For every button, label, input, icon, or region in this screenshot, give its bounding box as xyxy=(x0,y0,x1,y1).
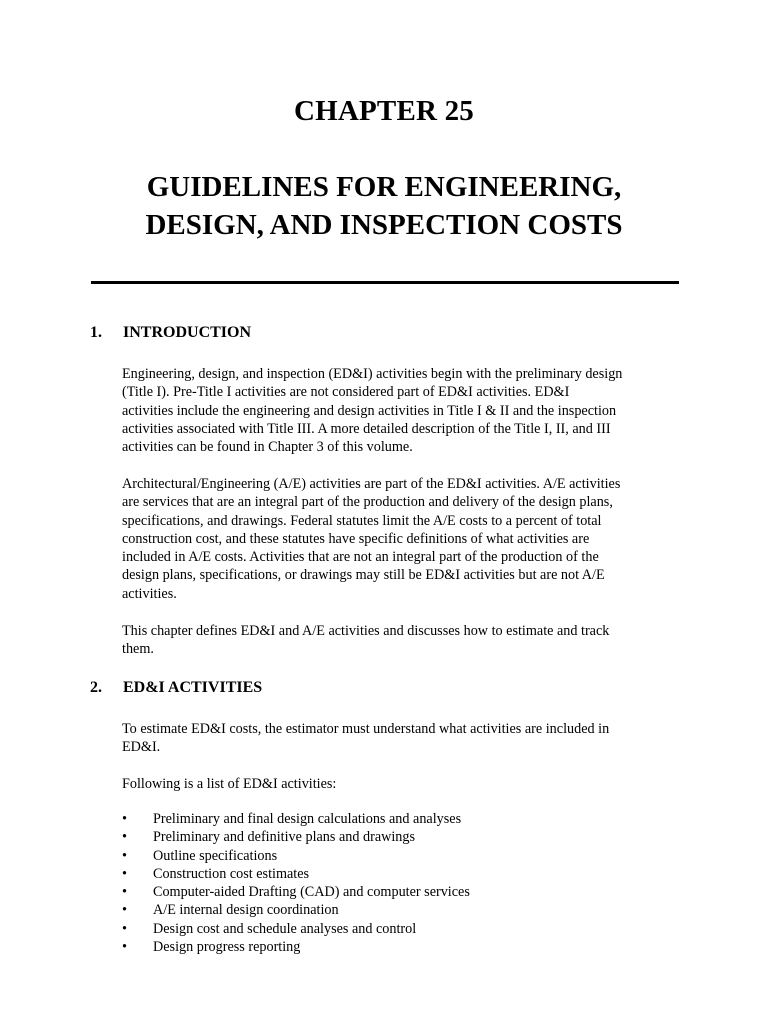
text-line: activities include the engineering and design activities in Title I & II and the inspection xyxy=(122,402,617,419)
edi-activities-list xyxy=(122,810,470,956)
title-divider xyxy=(91,281,679,284)
list-item xyxy=(122,938,470,956)
paragraph-intro-3 xyxy=(122,622,682,659)
bullet-icon: • xyxy=(122,865,127,882)
text-line: design plans, specifications, or drawings may still be ED&I activities but are not A/E xyxy=(122,567,605,584)
text-line: included in A/E costs. Activities that are not an integral part of the production of the xyxy=(122,549,599,566)
text-line: activities associated with Title III. A more detailed description of the Title I, II, and III xyxy=(122,420,611,437)
list-item-text: Design cost and schedule analyses and control xyxy=(153,920,417,937)
text-line: To estimate ED&I costs, the estimator must understand what activities are included in xyxy=(122,721,610,737)
list-item xyxy=(122,883,470,901)
list-item-text: Construction cost estimates xyxy=(153,865,310,882)
bullet-icon: • xyxy=(122,902,127,919)
bullet-icon: • xyxy=(122,939,127,956)
list-item-text: Preliminary and definitive plans and drawings xyxy=(153,829,416,846)
text-line: activities can be found in Chapter 3 of this volume. xyxy=(122,439,413,456)
chapter-number: CHAPTER 25 xyxy=(293,95,475,127)
chapter-title xyxy=(90,168,678,244)
bullet-icon: • xyxy=(122,920,127,937)
list-item-text: Preliminary and final design calculations and analyses xyxy=(153,811,462,827)
bullet-icon: • xyxy=(122,884,127,901)
list-item xyxy=(122,920,470,938)
bullet-icon: • xyxy=(122,811,127,827)
text-line: activities. xyxy=(122,585,177,602)
list-item xyxy=(122,865,470,883)
text-line: Following is a list of ED&I activities: xyxy=(122,776,337,792)
text-line: specifications, and drawings. Federal statutes limit the A/E costs to a percent of total xyxy=(122,512,602,529)
text-line: construction cost, and these statutes have specific definitions of what activities are xyxy=(122,530,590,547)
section-title: ED&I ACTIVITIES xyxy=(123,679,263,696)
text-line: them. xyxy=(122,641,154,658)
text-line: ED&I. xyxy=(122,739,161,756)
text-line: This chapter defines ED&I and A/E activities and discusses how to estimate and track xyxy=(122,623,610,639)
text-line: are services that are an integral part of the production and delivery of the design plans, xyxy=(122,494,613,511)
section-title: INTRODUCTION xyxy=(123,324,252,341)
list-item xyxy=(122,810,470,828)
list-item-text: Design progress reporting xyxy=(153,939,301,956)
chapter-title-line: DESIGN, AND INSPECTION COSTS xyxy=(145,209,623,241)
chapter-title-line: GUIDELINES FOR ENGINEERING, xyxy=(146,171,622,203)
section-number: 1. xyxy=(90,324,102,341)
paragraph-intro-2 xyxy=(122,475,682,603)
bullet-icon: • xyxy=(122,847,127,864)
list-item-text: Outline specifications xyxy=(153,847,278,864)
paragraph-intro-1 xyxy=(122,365,682,456)
section-number: 2. xyxy=(90,679,102,696)
list-item xyxy=(122,847,470,865)
text-line: (Title I). Pre-Title I activities are not considered part of ED&I activities. ED&I xyxy=(122,384,570,401)
paragraph-edi-2 xyxy=(122,775,682,793)
list-item-text: A/E internal design coordination xyxy=(153,902,339,919)
text-line: Architectural/Engineering (A/E) activities are part of the ED&I activities. A/E activities xyxy=(122,476,621,492)
list-item-text: Computer-aided Drafting (CAD) and computer services xyxy=(153,884,470,901)
list-item xyxy=(122,828,470,846)
text-line: Engineering, design, and inspection (ED&I) activities begin with the preliminary design xyxy=(122,366,623,382)
paragraph-edi-1 xyxy=(122,720,682,757)
list-item xyxy=(122,901,470,919)
bullet-icon: • xyxy=(122,829,127,846)
